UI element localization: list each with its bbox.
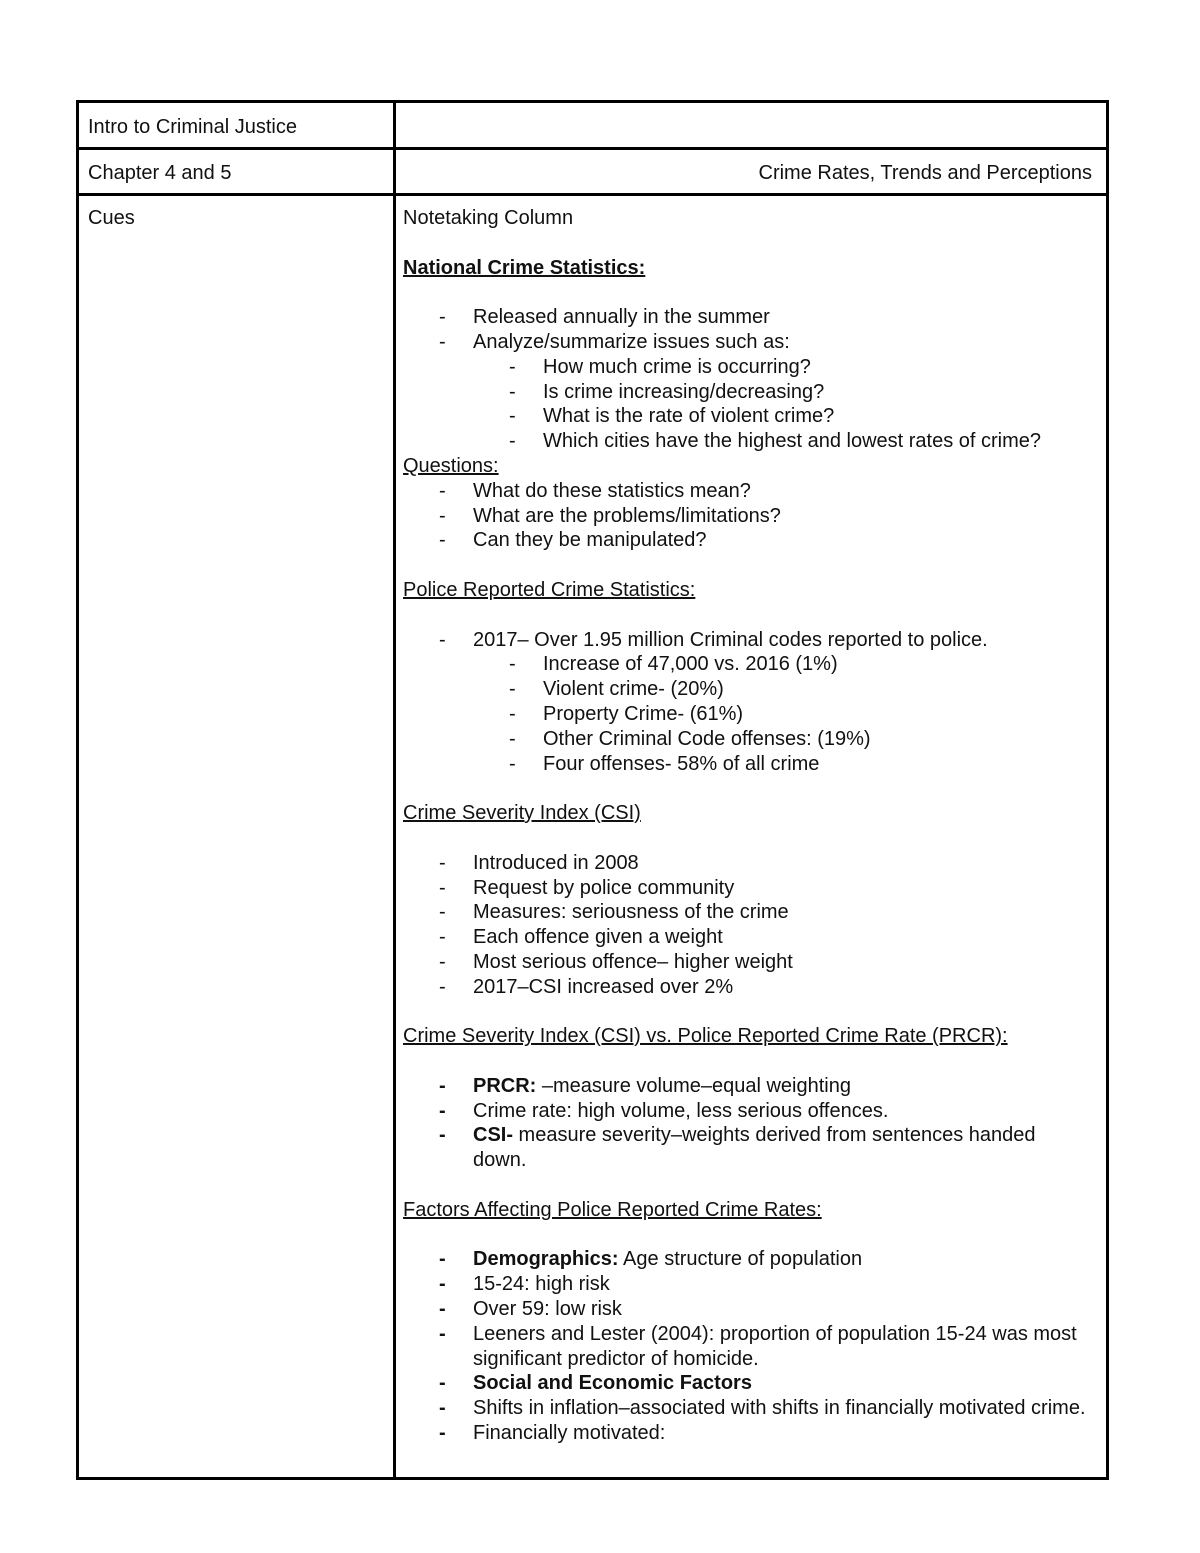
- column-divider: [393, 103, 396, 1477]
- course-title: Intro to Criminal Justice: [88, 116, 297, 138]
- bullet-item: - Crime rate: high volume, less serious offences.: [439, 1099, 889, 1122]
- cues-column-label: Cues: [88, 207, 135, 229]
- chapter-label: Chapter 4 and 5: [88, 162, 232, 184]
- notetaking-column: [403, 206, 1093, 1446]
- section-heading: Factors Affecting Police Reported Crime Rates:: [403, 1198, 822, 1221]
- bullet-item: - 2017– Over 1.95 million Criminal codes reported to police.: [439, 628, 988, 651]
- sub-bullet-item: - Property Crime- (61%): [509, 702, 744, 725]
- bullet-item: - PRCR: –measure volume–equal weighting: [439, 1074, 851, 1097]
- sub-bullet-item: - Four offenses- 58% of all crime: [509, 752, 820, 775]
- bullet-item: - Over 59: low risk: [439, 1298, 622, 1321]
- sub-bullet-item: - Is crime increasing/decreasing?: [509, 380, 825, 403]
- bullet-item: - Each offence given a weight: [439, 926, 723, 949]
- questions-heading: Questions:: [403, 454, 499, 477]
- row-divider: [79, 193, 1106, 196]
- bullet-item: - What do these statistics mean?: [439, 479, 751, 502]
- section-heading: National Crime Statistics:: [403, 256, 646, 279]
- bullet-item: - Analyze/summarize issues such as:: [439, 330, 790, 353]
- bullet-item: - Introduced in 2008: [439, 851, 639, 874]
- row-divider: [79, 147, 1106, 150]
- bullet-item: - Most serious offence– higher weight: [439, 950, 793, 973]
- section-heading: Crime Severity Index (CSI) vs. Police Reported Crime Rate (PRCR):: [403, 1025, 1008, 1048]
- bullet-item: - Shifts in inflation–associated with shifts in financially motivated crime.: [439, 1397, 1086, 1420]
- bullet-item: - Financially motivated:: [439, 1422, 666, 1445]
- sub-bullet-item: - Other Criminal Code offenses: (19%): [509, 727, 871, 750]
- bullet-item: - Demographics: Age structure of population: [439, 1248, 863, 1271]
- notetaking-column-title: Notetaking Column: [403, 207, 574, 229]
- bullet-item: - 2017–CSI increased over 2%: [439, 975, 734, 998]
- sub-bullet-item: - Violent crime- (20%): [509, 678, 724, 701]
- bullet-item: - Request by police community: [439, 876, 735, 899]
- sub-bullet-item: - How much crime is occurring?: [509, 355, 811, 378]
- sub-bullet-item: - Which cities have the highest and lowest rates of crime?: [509, 430, 1042, 453]
- bullet-item: - Released annually in the summer: [439, 306, 770, 329]
- bullet-item: - Can they be manipulated?: [439, 529, 707, 552]
- bullet-item: - Social and Economic Factors: [439, 1372, 752, 1395]
- bullet-item: - Leeners and Lester (2004): proportion of population 15-24 was most significant predictor of homicide.: [439, 1322, 1077, 1370]
- sub-bullet-item: - Increase of 47,000 vs. 2016 (1%): [509, 653, 838, 676]
- cornell-notes-table: [76, 100, 1109, 1480]
- bullet-item: - 15-24: high risk: [439, 1273, 610, 1296]
- topic-title: Crime Rates, Trends and Perceptions: [758, 162, 1092, 184]
- section-heading: Crime Severity Index (CSI): [403, 802, 641, 825]
- sub-bullet-item: - What is the rate of violent crime?: [509, 405, 835, 428]
- bullet-item: - Measures: seriousness of the crime: [439, 901, 789, 924]
- bullet-item: - CSI- measure severity–weights derived from sentences handed down.: [439, 1124, 1036, 1172]
- section-heading: Police Reported Crime Statistics:: [403, 578, 696, 601]
- bullet-item: - What are the problems/limitations?: [439, 504, 781, 527]
